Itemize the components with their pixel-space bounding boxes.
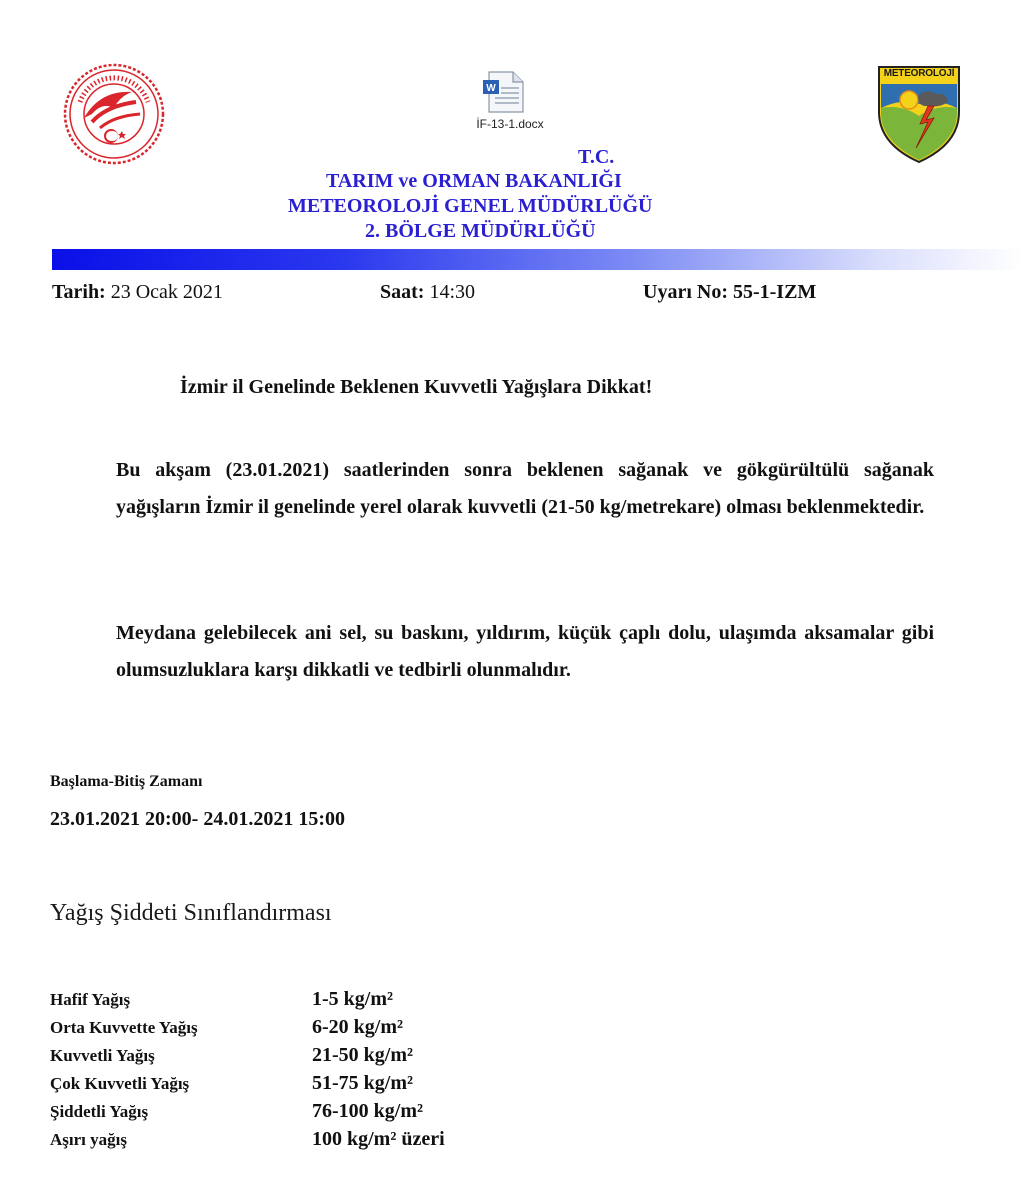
intensity-range: 1-5 kg/m² — [312, 988, 393, 1010]
table-row — [50, 1128, 550, 1156]
intensity-label: Şiddetli Yağış — [50, 1102, 149, 1121]
table-row — [50, 1100, 550, 1128]
intensity-label: Kuvvetli Yağış — [50, 1046, 155, 1065]
time-field — [380, 281, 475, 304]
intensity-label: Hafif Yağış — [50, 990, 131, 1009]
date-label: Tarih: — [52, 281, 106, 303]
meteoroloji-shield-logo — [876, 64, 962, 164]
table-row — [50, 988, 550, 1016]
intensity-label: Aşırı yağış — [50, 1130, 127, 1149]
date-field — [52, 281, 223, 304]
period-label: Başlama-Bitiş Zamanı — [50, 773, 203, 790]
word-document-icon[interactable] — [481, 70, 527, 114]
warning-number-field — [643, 281, 816, 304]
intensity-range: 51-75 kg/m² — [312, 1072, 413, 1094]
intensity-label: Orta Kuvvette Yağış — [50, 1018, 198, 1037]
header-ministry: TARIM ve ORMAN BAKANLIĞI — [326, 170, 622, 192]
classification-table — [50, 988, 550, 1156]
period-value: 23.01.2021 20:00- 24.01.2021 15:00 — [50, 808, 345, 830]
time-label: Saat: — [380, 281, 425, 303]
intensity-range: 6-20 kg/m² — [312, 1016, 403, 1038]
attachment-filename[interactable]: İF-13-1.docx — [476, 117, 544, 131]
svg-text:W: W — [486, 83, 496, 94]
warning-headline: İzmir il Genelinde Beklenen Kuvvetli Yağışlara Dikkat! — [180, 376, 653, 398]
table-row — [50, 1044, 550, 1072]
table-row — [50, 1072, 550, 1100]
paragraph-precautions: Meydana gelebilecek ani sel, su baskını, yıldırım, küçük çaplı dolu, ulaşımda aksamalar gibi olumsuzluklara karşı dikkatli ve tedbirli olunmalıdır. — [116, 622, 934, 681]
date-value: 23 Ocak 2021 — [110, 281, 223, 303]
header-tc: T.C. — [578, 146, 615, 168]
header-region: 2. BÖLGE MÜDÜRLÜĞÜ — [365, 220, 596, 242]
intensity-range: 76-100 kg/m² — [312, 1100, 423, 1122]
header-gradient-bar — [52, 249, 1022, 270]
warning-label: Uyarı No: — [643, 281, 728, 303]
ministry-seal-logo — [62, 62, 166, 166]
paragraph-forecast: Bu akşam (23.01.2021) saatlerinden sonra beklenen sağanak ve gökgürültülü sağanak yağışların İzmir il genelinde yerel olarak kuvvetli (21-50 kg/metrekare) olması beklenmektedir. — [116, 459, 934, 518]
intensity-range: 21-50 kg/m² — [312, 1044, 413, 1066]
header-directorate: METEOROLOJİ GENEL MÜDÜRLÜĞÜ — [288, 195, 653, 217]
classification-title: Yağış Şiddeti Sınıflandırması — [50, 900, 332, 926]
meteoroloji-logo-text: METEOROLOJİ — [883, 68, 955, 79]
table-row — [50, 1016, 550, 1044]
time-value: 14:30 — [429, 281, 476, 303]
intensity-label: Çok Kuvvetli Yağış — [50, 1074, 190, 1093]
warning-value: 55-1-IZM — [732, 281, 817, 303]
intensity-range: 100 kg/m² üzeri — [312, 1128, 445, 1150]
